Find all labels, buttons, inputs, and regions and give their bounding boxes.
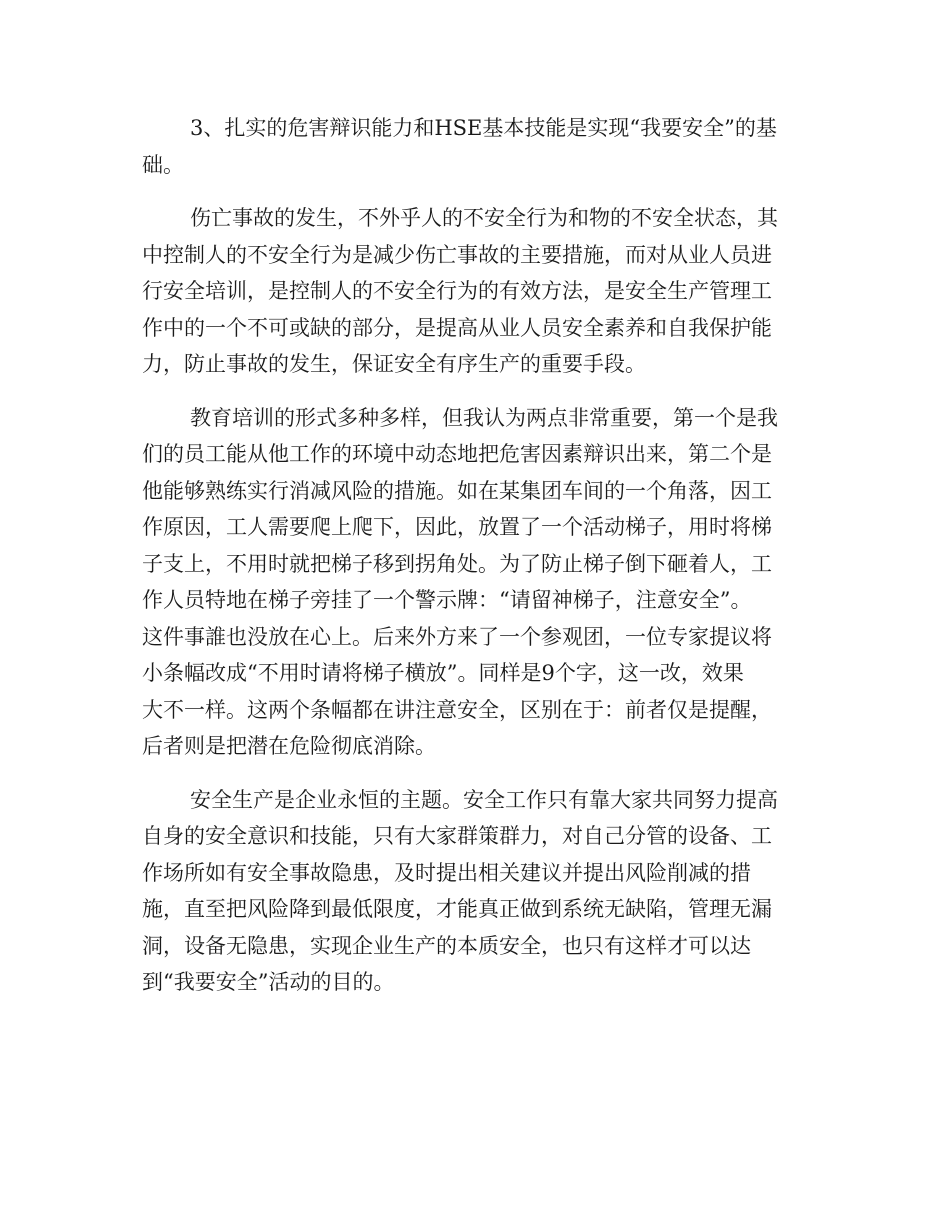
text-line: 大不一样。这两个条幅都在讲注意安全，区别在于：前者仅是提醒， [142,697,772,722]
text-line: 作人员特地在梯子旁挂了一个警示牌：“请留神梯子，注意安全”。 [142,588,752,612]
text-line: 行安全培训，是控制人的不安全行为的有效方法，是安全生产管理工 [142,279,772,303]
text-line: 3、扎实的危害辩识能力和HSE基本技能是实现“我要安全”的基 [190,116,777,140]
text-line: 们的员工能从他工作的环境中动态地把危害因素辩识出来，第二个是 [142,442,772,466]
text-line: 他能够熟练实行消减风险的措施。如在某集团车间的一个角落，因工 [142,478,772,503]
text-line: 教育培训的形式多种多样，但我认为两点非常重要，第一个是我 [190,405,778,430]
text-line: 力，防止事故的发生，保证安全有序生产的重要手段。 [142,352,646,376]
text-line: 洞，设备无隐患，实现企业生产的本质安全，也只有这样才可以达 [142,933,751,958]
text-line: 作中的一个不可或缺的部分，是提高从业人员安全素养和自我保护能 [142,315,772,340]
text-line: 施，直至把风险降到最低限度，才能真正做到系统无缺陷，管理无漏 [142,897,772,921]
text-line: 中控制人的不安全行为是减少伤亡事故的主要措施，而对从业人员进 [142,242,772,267]
text-line: 小条幅改成“不用时请将梯子横放”。同样是9个字，这一改，效果 [142,661,744,685]
text-line: 作场所如有安全事故隐患，及时提出相关建议并提出风险削减的措 [142,860,751,885]
text-line: 作原因，工人需要爬上爬下，因此，放置了一个活动梯子，用时将梯 [142,515,772,539]
text-line: 子支上，不用时就把梯子移到拐角处。为了防止梯子倒下砸着人，工 [142,551,772,576]
paragraph-heading [142,110,807,183]
text-line: 到“我要安全”活动的目的。 [142,970,395,994]
paragraph [142,200,807,383]
text-line: 这件事誰也没放在心上。后来外方来了一个参观团，一位专家提议将 [142,624,772,649]
text-line: 础。 [142,152,184,177]
text-line: 安全生产是企业永恒的主题。安全工作只有靠大家共同努力提高 [190,787,778,812]
paragraph [142,782,807,1001]
text-line: 伤亡事故的发生，不外乎人的不安全行为和物的不安全状态，其 [190,206,778,230]
text-line: 后者则是把潜在危险彻底消除。 [142,734,436,758]
text-line: 自身的安全意识和技能，只有大家群策群力，对自己分管的设备、工 [142,824,772,848]
paragraph [142,400,807,765]
document-body [142,110,807,1018]
